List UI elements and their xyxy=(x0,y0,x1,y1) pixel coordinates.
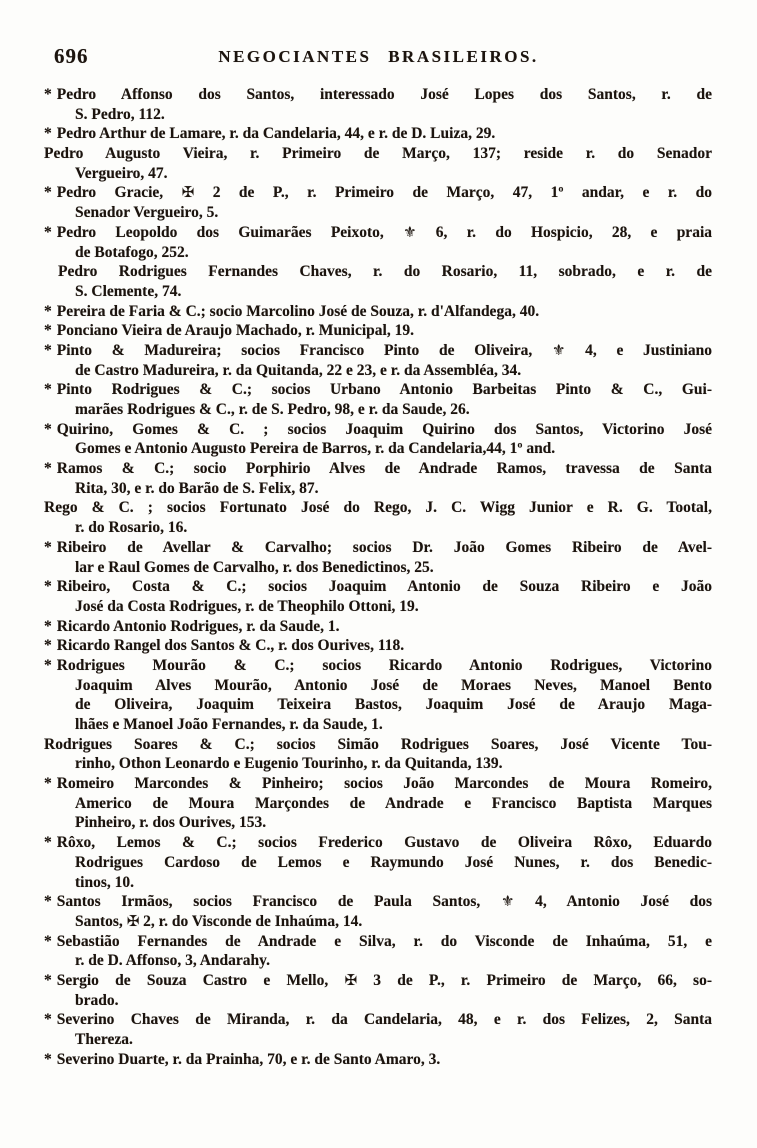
directory-entry xyxy=(44,262,712,301)
entry-line-first: * Romeiro Marcondes & Pinheiro; socios João Marcondes de Moura Romeiro, xyxy=(44,775,712,793)
entry-line-first: Pedro Augusto Vieira, r. Primeiro de Março, 137; reside r. do Senador xyxy=(44,145,712,163)
asterisk-marker: * xyxy=(44,617,52,635)
directory-entry xyxy=(44,498,712,537)
entry-line-continuation: lhães e Manoel João Fernandes, r. da Saude, 1. xyxy=(75,716,383,733)
directory-entry xyxy=(44,932,712,971)
directory-entry xyxy=(44,735,712,774)
entry-line-continuation: S. Clemente, 74. xyxy=(75,282,182,300)
rosette-icon: ⚜ xyxy=(552,340,566,359)
asterisk-marker: * xyxy=(44,420,52,438)
entry-line-first: * Quirino, Gomes & C. ; socios Joaquim Quirino dos Santos, Victorino José xyxy=(44,420,712,438)
directory-entry xyxy=(44,321,712,341)
asterisk-marker: * xyxy=(44,86,52,103)
entry-line-continuation: Rita, 30, e r. do Barão de S. Felix, 87. xyxy=(75,479,319,497)
entry-line-continuation: rinho, Othon Leonardo e Eugenio Tourinho, r. da Quitanda, 139. xyxy=(75,755,503,773)
directory-entry xyxy=(44,892,712,931)
directory-entry xyxy=(44,341,712,380)
asterisk-marker: * xyxy=(44,932,52,950)
entry-line-first: * Pereira de Faria & C.; socio Marcolino José de Souza, r. d'Alfandega, 40. xyxy=(44,302,540,320)
directory-entry xyxy=(44,420,712,459)
entry-line-first: * Pedro Affonso dos Santos, interessado José Lopes dos Santos, r. de xyxy=(44,86,712,103)
entry-line-first: * Pedro Gracie, ✠ 2 de P., r. Primeiro de Março, 47, 1º andar, e r. do xyxy=(44,183,712,202)
entry-line-continuation: Santos, ✠ 2, r. do Visconde de Inhaúma, 14. xyxy=(75,911,363,930)
asterisk-marker: * xyxy=(44,322,52,340)
asterisk-marker: * xyxy=(44,893,52,911)
entry-line-first: * Pinto & Madureira; socios Francisco Pinto de Oliveira, ⚜ 4, e Justiniano xyxy=(44,340,712,359)
entry-line-first: Pedro Rodrigues Fernandes Chaves, r. do Rosario, 11, sobrado, e r. de xyxy=(58,263,712,281)
rosette-icon: ⚜ xyxy=(403,222,417,241)
directory-entry xyxy=(44,1050,712,1070)
asterisk-marker: * xyxy=(44,538,52,556)
entry-line-first: * Pedro Leopoldo dos Guimarães Peixoto, ⚜ 6, r. do Hospicio, 28, e praia xyxy=(44,222,712,241)
asterisk-marker: * xyxy=(44,341,52,359)
asterisk-marker: * xyxy=(44,775,52,793)
asterisk-marker: * xyxy=(44,381,52,399)
directory-entry xyxy=(44,971,712,1010)
entry-line-first: Rodrigues Soares & C.; socios Simão Rodrigues Soares, José Vicente Tou- xyxy=(44,735,712,753)
entry-line-continuation: de Botafogo, 252. xyxy=(75,243,189,261)
entry-line-continuation: Rodrigues Cardoso de Lemos e Raymundo José Nunes, r. dos Benedic- xyxy=(75,853,712,871)
entry-line-continuation: Senador Vergueiro, 5. xyxy=(75,204,219,222)
entry-line-continuation: marães Rodrigues & C., r. de S. Pedro, 98, e r. da Saude, 26. xyxy=(75,401,470,418)
entry-line-first: * Sergio de Souza Castro e Mello, ✠ 3 de P., r. Primeiro de Março, 66, so- xyxy=(44,970,712,989)
entry-line-continuation: r. de D. Affonso, 3, Andarahy. xyxy=(75,952,270,970)
asterisk-marker: * xyxy=(44,1011,52,1029)
entry-line-first: * Ricardo Rangel dos Santos & C., r. dos Ourives, 118. xyxy=(44,637,405,655)
entry-line-first: * Severino Chaves de Miranda, r. da Candelaria, 48, e r. dos Felizes, 2, Santa xyxy=(44,1011,712,1029)
entry-line-continuation: de Castro Madureira, r. da Quitanda, 22 e 23, e r. da Assembléa, 34. xyxy=(75,361,522,379)
directory-entry xyxy=(44,144,712,183)
entry-line-first: * Ponciano Vieira de Araujo Machado, r. Municipal, 19. xyxy=(44,322,414,340)
entry-line-first: * Severino Duarte, r. da Prainha, 70, e r. de Santo Amaro, 3. xyxy=(44,1050,441,1068)
asterisk-marker: * xyxy=(44,125,52,143)
asterisk-marker: * xyxy=(44,656,52,674)
page-number: 696 xyxy=(54,44,89,68)
entry-line-continuation: Joaquim Alves Mourão, Antonio José de Moraes Neves, Manoel Bento xyxy=(75,676,712,694)
asterisk-marker: * xyxy=(44,637,52,655)
entry-line-continuation: Americo de Moura Marçondes de Andrade e Francisco Baptista Marques xyxy=(75,794,712,812)
entry-line-first: * Rodrigues Mourão & C.; socios Ricardo Antonio Rodrigues, Victorino xyxy=(44,656,712,674)
directory-entry xyxy=(44,833,712,892)
asterisk-marker: * xyxy=(44,834,52,852)
page-header-title: NEGOCIANTES BRASILEIROS. xyxy=(218,47,539,66)
rosette-icon: ⚜ xyxy=(500,892,515,911)
asterisk-marker: * xyxy=(44,302,52,320)
asterisk-marker: * xyxy=(44,184,52,202)
entry-line-continuation: Vergueiro, 47. xyxy=(75,164,168,182)
entry-line-continuation: lar e Raul Gomes de Carvalho, r. dos Benedictinos, 25. xyxy=(75,558,434,576)
directory-entry xyxy=(44,459,712,498)
entry-line-first: * Pinto Rodrigues & C.; socios Urbano Antonio Barbeitas Pinto & C., Gui- xyxy=(44,381,712,399)
directory-entry-list xyxy=(44,85,712,1069)
entry-line-continuation: r. do Rosario, 16. xyxy=(75,519,188,537)
directory-entry xyxy=(44,774,712,833)
entry-line-first: Rego & C. ; socios Fortunato José do Rego, J. C. Wigg Junior e R. G. Tootal, xyxy=(44,499,712,517)
directory-entry xyxy=(44,85,712,124)
entry-line-continuation: Gomes e Antonio Augusto Pereira de Barros, r. da Candelaria,44, 1º and. xyxy=(75,440,556,458)
directory-entry xyxy=(44,617,712,637)
entry-line-continuation: tinos, 10. xyxy=(75,873,134,891)
maltese-cross-icon: ✠ xyxy=(181,183,195,202)
directory-entry xyxy=(44,636,712,656)
directory-entry xyxy=(44,380,712,419)
entry-line-first: * Ribeiro de Avellar & Carvalho; socios Dr. João Gomes Ribeiro de Avel- xyxy=(44,538,712,556)
directory-entry xyxy=(44,538,712,577)
entry-line-continuation: S. Pedro, 112. xyxy=(75,105,165,123)
entry-line-first: * Pedro Arthur de Lamare, r. da Candelaria, 44, e r. de D. Luiza, 29. xyxy=(44,125,496,143)
asterisk-marker: * xyxy=(44,223,52,241)
directory-entry xyxy=(44,1010,712,1049)
directory-entry xyxy=(44,656,712,735)
directory-entry xyxy=(44,302,712,322)
entry-line-continuation: Pinheiro, r. dos Ourives, 153. xyxy=(75,814,267,832)
entry-line-continuation: de Oliveira, Joaquim Teixeira Bastos, Joaquim José de Araujo Maga- xyxy=(75,696,712,714)
asterisk-marker: * xyxy=(44,971,52,989)
maltese-cross-icon: ✠ xyxy=(344,970,358,989)
entry-line-first: * Rôxo, Lemos & C.; socios Frederico Gustavo de Oliveira Rôxo, Eduardo xyxy=(44,834,712,852)
entry-line-first: * Sebastião Fernandes de Andrade e Silva, r. do Visconde de Inhaúma, 51, e xyxy=(44,932,712,950)
entry-line-first: * Ricardo Antonio Rodrigues, r. da Saude, 1. xyxy=(44,617,340,635)
directory-entry xyxy=(44,183,712,222)
directory-entry xyxy=(44,124,712,144)
directory-entry xyxy=(44,223,712,262)
asterisk-marker: * xyxy=(44,1050,52,1068)
entry-line-continuation: brado. xyxy=(75,991,119,1009)
asterisk-marker: * xyxy=(44,578,52,596)
entry-line-continuation: José da Costa Rodrigues, r. de Theophilo Ottoni, 19. xyxy=(75,597,419,615)
directory-entry xyxy=(44,577,712,616)
entry-line-continuation: Thereza. xyxy=(75,1031,133,1048)
entry-line-first: * Ramos & C.; socio Porphirio Alves de Andrade Ramos, travessa de Santa xyxy=(44,460,712,478)
asterisk-marker: * xyxy=(44,460,52,478)
maltese-cross-icon: ✠ xyxy=(126,911,140,930)
entry-line-first: * Santos Irmãos, socios Francisco de Paula Santos, ⚜ 4, Antonio José dos xyxy=(44,892,712,911)
entry-line-first: * Ribeiro, Costa & C.; socios Joaquim Antonio de Souza Ribeiro e João xyxy=(44,578,712,596)
